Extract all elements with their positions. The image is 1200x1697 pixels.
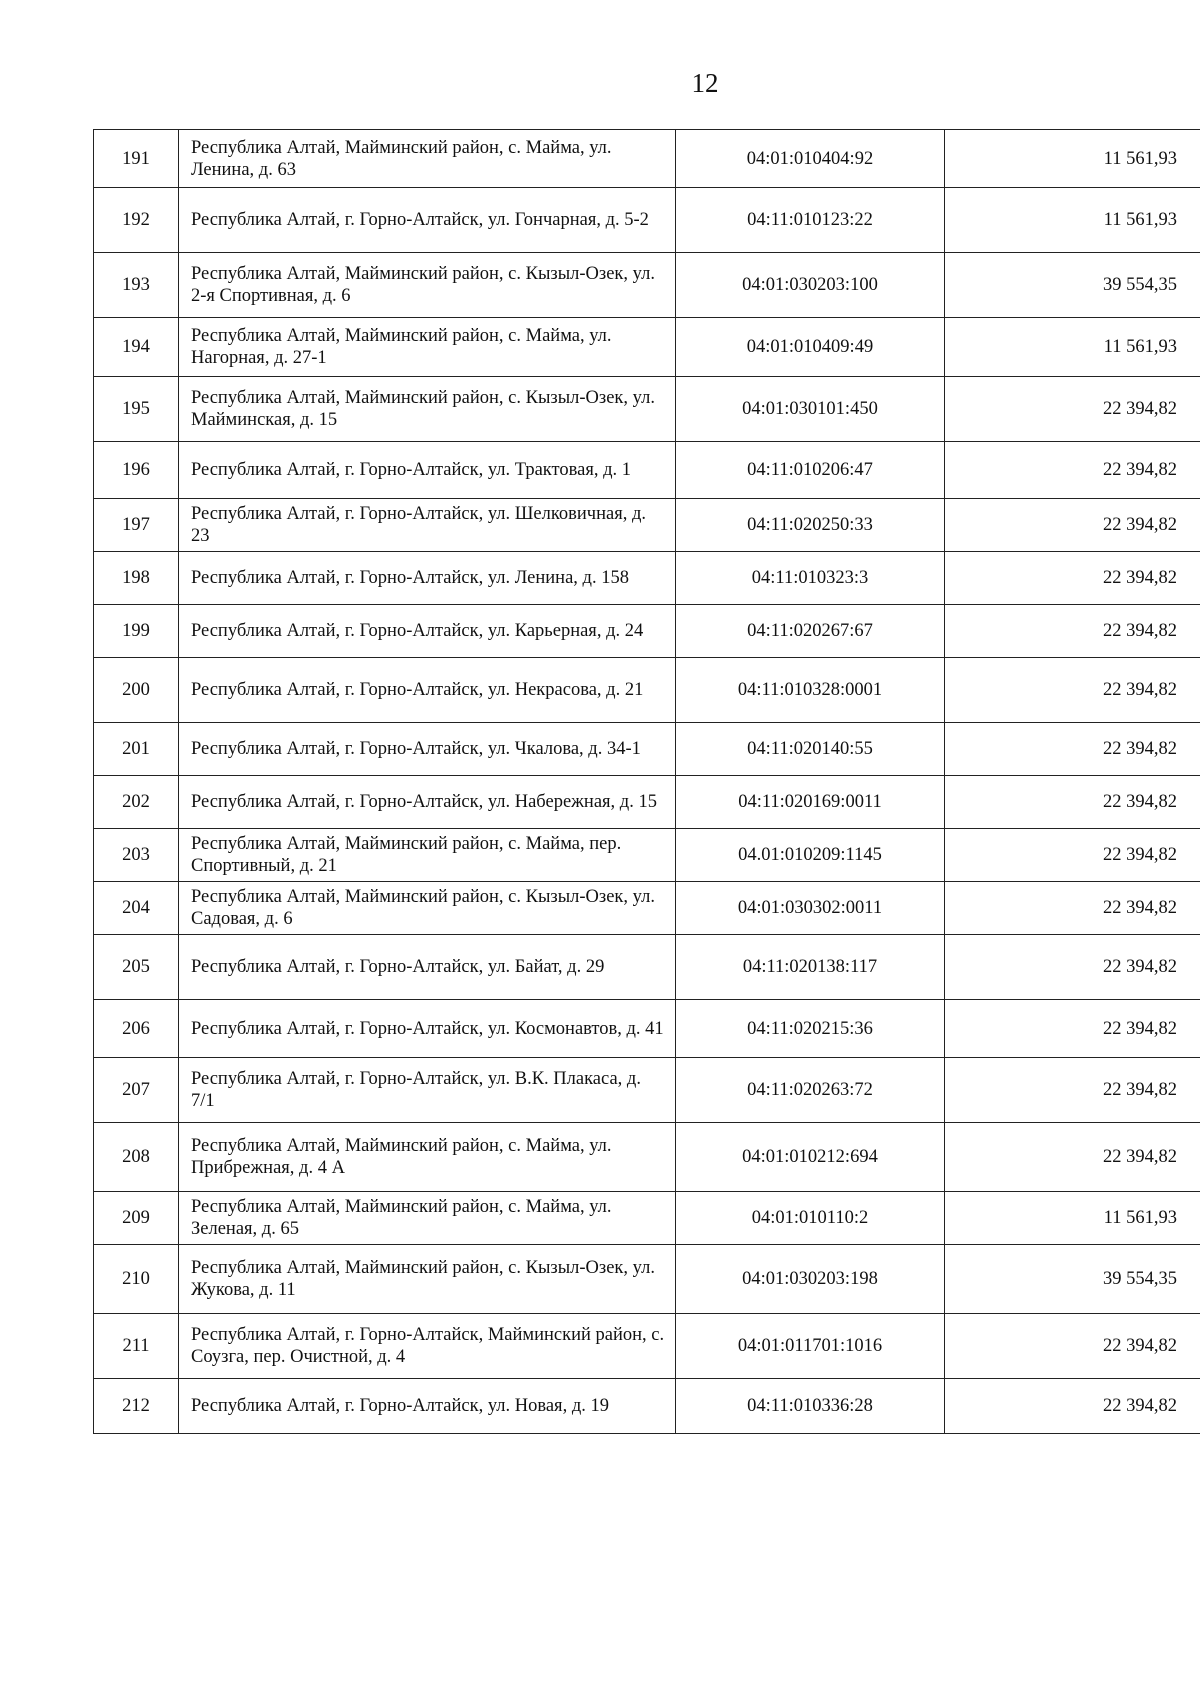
row-address: Республика Алтай, г. Горно-Алтайск, ул. Трактовая, д. 1 [179, 442, 676, 499]
row-value: 11 561,93 [945, 1192, 1200, 1245]
row-number: 211 [94, 1314, 179, 1379]
row-address: Республика Алтай, Майминский район, с. Майма, ул. Прибрежная, д. 4 А [179, 1123, 676, 1192]
row-number: 210 [94, 1245, 179, 1314]
row-cadastral-number: 04:11:020263:72 [676, 1058, 945, 1123]
row-address: Республика Алтай, Майминский район, с. Кызыл-Озек, ул. Жукова, д. 11 [179, 1245, 676, 1314]
row-number: 212 [94, 1379, 179, 1434]
row-address: Республика Алтай, г. Горно-Алтайск, ул. Чкалова, д. 34-1 [179, 723, 676, 776]
row-address: Республика Алтай, г. Горно-Алтайск, ул. Карьерная, д. 24 [179, 605, 676, 658]
table-row [94, 188, 1200, 253]
table-row [94, 1245, 1200, 1314]
table-row [94, 1058, 1200, 1123]
table-row [94, 1314, 1200, 1379]
row-cadastral-number: 04:11:010206:47 [676, 442, 945, 499]
row-value: 22 394,82 [945, 499, 1200, 552]
row-number: 206 [94, 1000, 179, 1058]
row-number: 197 [94, 499, 179, 552]
row-number: 192 [94, 188, 179, 253]
row-value: 39 554,35 [945, 1245, 1200, 1314]
table-row [94, 377, 1200, 442]
table-row [94, 723, 1200, 776]
table-row [94, 658, 1200, 723]
row-number: 203 [94, 829, 179, 882]
row-cadastral-number: 04:11:020138:117 [676, 935, 945, 1000]
row-cadastral-number: 04:01:030101:450 [676, 377, 945, 442]
table-row [94, 1379, 1200, 1434]
row-number: 193 [94, 253, 179, 318]
row-address: Республика Алтай, г. Горно-Алтайск, Майминский район, с. Соузга, пер. Очистной, д. 4 [179, 1314, 676, 1379]
row-value: 22 394,82 [945, 935, 1200, 1000]
row-address: Республика Алтай, г. Горно-Алтайск, ул. Космонавтов, д. 41 [179, 1000, 676, 1058]
table-row [94, 935, 1200, 1000]
row-number: 205 [94, 935, 179, 1000]
table-row [94, 605, 1200, 658]
row-value: 11 561,93 [945, 130, 1200, 188]
row-value: 22 394,82 [945, 1123, 1200, 1192]
table-row [94, 130, 1200, 188]
row-address: Республика Алтай, Майминский район, с. Майма, ул. Ленина, д. 63 [179, 130, 676, 188]
row-address: Республика Алтай, Майминский район, с. Майма, пер. Спортивный, д. 21 [179, 829, 676, 882]
row-address: Республика Алтай, Майминский район, с. Кызыл-Озек, ул. Майминская, д. 15 [179, 377, 676, 442]
table-row [94, 442, 1200, 499]
table-row [94, 776, 1200, 829]
row-cadastral-number: 04:11:020169:0011 [676, 776, 945, 829]
property-table-body [94, 130, 1200, 1434]
table-row [94, 1192, 1200, 1245]
row-address: Республика Алтай, г. Горно-Алтайск, ул. Некрасова, д. 21 [179, 658, 676, 723]
row-number: 191 [94, 130, 179, 188]
row-address: Республика Алтай, г. Горно-Алтайск, ул. Набережная, д. 15 [179, 776, 676, 829]
row-cadastral-number: 04:01:030203:198 [676, 1245, 945, 1314]
row-cadastral-number: 04:11:020140:55 [676, 723, 945, 776]
row-value: 22 394,82 [945, 1379, 1200, 1434]
row-value: 22 394,82 [945, 829, 1200, 882]
row-number: 198 [94, 552, 179, 605]
row-value: 11 561,93 [945, 188, 1200, 253]
row-cadastral-number: 04.01:010209:1145 [676, 829, 945, 882]
table-row [94, 552, 1200, 605]
row-number: 204 [94, 882, 179, 935]
row-value: 22 394,82 [945, 1058, 1200, 1123]
row-address: Республика Алтай, Майминский район, с. Кызыл-Озек, ул. Садовая, д. 6 [179, 882, 676, 935]
row-cadastral-number: 04:01:030203:100 [676, 253, 945, 318]
row-number: 194 [94, 318, 179, 377]
row-address: Республика Алтай, г. Горно-Алтайск, ул. В.К. Плакаса, д. 7/1 [179, 1058, 676, 1123]
row-address: Республика Алтай, г. Горно-Алтайск, ул. Шелковичная, д. 23 [179, 499, 676, 552]
row-cadastral-number: 04:01:011701:1016 [676, 1314, 945, 1379]
row-address: Республика Алтай, г. Горно-Алтайск, ул. Байат, д. 29 [179, 935, 676, 1000]
row-value: 22 394,82 [945, 1000, 1200, 1058]
row-number: 209 [94, 1192, 179, 1245]
row-cadastral-number: 04:11:020250:33 [676, 499, 945, 552]
row-cadastral-number: 04:11:020215:36 [676, 1000, 945, 1058]
row-value: 22 394,82 [945, 377, 1200, 442]
row-cadastral-number: 04:01:010404:92 [676, 130, 945, 188]
table-row [94, 1000, 1200, 1058]
row-cadastral-number: 04:11:010123:22 [676, 188, 945, 253]
row-value: 22 394,82 [945, 776, 1200, 829]
row-value: 22 394,82 [945, 658, 1200, 723]
row-cadastral-number: 04:01:010110:2 [676, 1192, 945, 1245]
table-row [94, 253, 1200, 318]
table-row [94, 882, 1200, 935]
row-number: 195 [94, 377, 179, 442]
row-cadastral-number: 04:11:010328:0001 [676, 658, 945, 723]
row-address: Республика Алтай, Майминский район, с. Кызыл-Озек, ул. 2-я Спортивная, д. 6 [179, 253, 676, 318]
table-row [94, 829, 1200, 882]
row-number: 202 [94, 776, 179, 829]
row-address: Республика Алтай, г. Горно-Алтайск, ул. Новая, д. 19 [179, 1379, 676, 1434]
row-number: 196 [94, 442, 179, 499]
page-number: 12 [691, 68, 719, 98]
row-number: 199 [94, 605, 179, 658]
row-value: 22 394,82 [945, 442, 1200, 499]
row-address: Республика Алтай, г. Горно-Алтайск, ул. Ленина, д. 158 [179, 552, 676, 605]
row-number: 201 [94, 723, 179, 776]
row-number: 200 [94, 658, 179, 723]
row-value: 39 554,35 [945, 253, 1200, 318]
row-address: Республика Алтай, Майминский район, с. Майма, ул. Нагорная, д. 27-1 [179, 318, 676, 377]
row-value: 11 561,93 [945, 318, 1200, 377]
row-number: 207 [94, 1058, 179, 1123]
row-cadastral-number: 04:11:010323:3 [676, 552, 945, 605]
row-value: 22 394,82 [945, 605, 1200, 658]
property-table [93, 129, 1200, 1434]
row-cadastral-number: 04:01:010409:49 [676, 318, 945, 377]
table-row [94, 318, 1200, 377]
table-row [94, 1123, 1200, 1192]
row-address: Республика Алтай, Майминский район, с. Майма, ул. Зеленая, д. 65 [179, 1192, 676, 1245]
row-cadastral-number: 04:11:020267:67 [676, 605, 945, 658]
row-cadastral-number: 04:11:010336:28 [676, 1379, 945, 1434]
row-value: 22 394,82 [945, 723, 1200, 776]
table-row [94, 499, 1200, 552]
row-cadastral-number: 04:01:030302:0011 [676, 882, 945, 935]
row-value: 22 394,82 [945, 882, 1200, 935]
row-number: 208 [94, 1123, 179, 1192]
row-cadastral-number: 04:01:010212:694 [676, 1123, 945, 1192]
row-value: 22 394,82 [945, 552, 1200, 605]
row-address: Республика Алтай, г. Горно-Алтайск, ул. Гончарная, д. 5-2 [179, 188, 676, 253]
row-value: 22 394,82 [945, 1314, 1200, 1379]
